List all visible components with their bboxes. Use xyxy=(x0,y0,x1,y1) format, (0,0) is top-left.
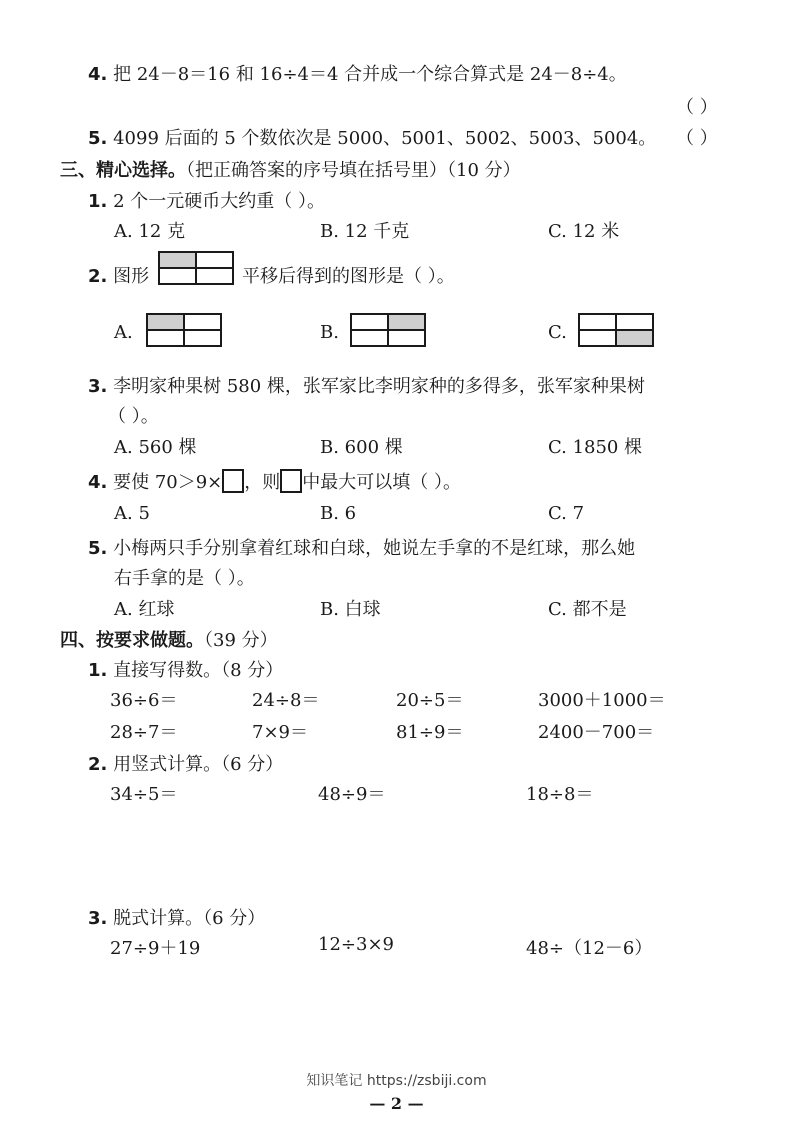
s3-q2-option-b-figure[interactable] xyxy=(350,313,426,347)
s3-q2-number: 2. xyxy=(88,266,108,287)
s3-q5-option-b[interactable]: B. 白球 xyxy=(320,599,381,620)
s3-q4-mid: ，则 xyxy=(244,472,281,493)
s3-q2-option-c-figure[interactable] xyxy=(578,313,654,347)
s3-q3 xyxy=(88,372,645,398)
shaded-cell xyxy=(148,315,184,330)
calc-item: 2400－700＝ xyxy=(538,722,655,743)
stepwise-calc-item: 48÷（12－6） xyxy=(526,938,653,959)
calc-item: 24÷8＝ xyxy=(252,690,320,711)
vertical-calc-item: 48÷9＝ xyxy=(318,784,386,805)
s3-q3-text: 李明家种果树 580 棵，张军家比李明家种的多得多，张军家种果树 xyxy=(113,376,645,397)
s3-q2-post: 平移后得到的图形是（ ）。 xyxy=(242,266,455,287)
s3-q1-option-b[interactable]: B. 12 千克 xyxy=(320,221,410,242)
s3-q1 xyxy=(88,187,325,213)
s3-q1-text: 2 个一元硬币大约重（ ）。 xyxy=(113,191,326,212)
tf-q5-number: 5. xyxy=(88,128,108,149)
vertical-calc-item: 34÷5＝ xyxy=(110,784,178,805)
s3-q1-number: 1. xyxy=(88,191,108,212)
s3-q4 xyxy=(88,468,461,494)
s3-q3-option-c[interactable]: C. 1850 棵 xyxy=(548,437,643,458)
s3-q1-option-c[interactable]: C. 12 米 xyxy=(548,221,620,242)
section3-heading xyxy=(60,156,521,182)
s4-q2-number: 2. xyxy=(88,754,108,775)
s3-q4-pre: 要使 70＞9× xyxy=(113,472,223,493)
calc-item: 20÷5＝ xyxy=(396,690,464,711)
calc-item: 28÷7＝ xyxy=(110,722,178,743)
s3-q5-number: 5. xyxy=(88,538,108,559)
tf-q4-answer-paren[interactable]: （ ） xyxy=(676,97,718,118)
s3-q1-option-a[interactable]: A. 12 克 xyxy=(114,221,186,242)
s3-q5-option-c[interactable]: C. 都不是 xyxy=(548,599,627,620)
s3-q5-option-a[interactable]: A. 红球 xyxy=(114,599,175,620)
s4-q3-text: 脱式计算。（6 分） xyxy=(113,908,266,929)
s4-q3-number: 3. xyxy=(88,908,108,929)
s4-q2-title xyxy=(88,750,283,776)
section3-note: （把正确答案的序号填在括号里）（10 分） xyxy=(186,160,521,181)
s3-q2-option-b-label[interactable]: B. xyxy=(320,322,339,343)
tf-q5-answer-paren[interactable]: （ ） xyxy=(676,128,718,149)
shaded-cell xyxy=(160,253,196,268)
tf-q5-text: 4099 后面的 5 个数依次是 5000、5001、5002、5003、5004。 xyxy=(113,128,657,149)
answer-box[interactable] xyxy=(222,469,244,493)
tf-q4-number: 4. xyxy=(88,64,108,85)
tf-q4 xyxy=(88,60,627,86)
shaded-cell xyxy=(388,315,424,330)
calc-item: 36÷6＝ xyxy=(110,690,178,711)
s3-q2-pre: 图形 xyxy=(113,266,150,287)
s3-q3-number: 3. xyxy=(88,376,108,397)
s3-q4-option-a[interactable]: A. 5 xyxy=(114,503,150,524)
answer-box[interactable] xyxy=(280,469,302,493)
calc-item: 81÷9＝ xyxy=(396,722,464,743)
s3-q5-line2: 右手拿的是（ ）。 xyxy=(114,568,255,589)
s4-q1-number: 1. xyxy=(88,660,108,681)
section4-title: 四、按要求做题。 xyxy=(60,630,204,651)
shaded-cell xyxy=(616,330,652,345)
watermark: 知识笔记 https://zsbiji.com xyxy=(306,1073,487,1089)
s3-q4-option-c[interactable]: C. 7 xyxy=(548,503,585,524)
s3-q3-line2: （ ）。 xyxy=(108,406,159,427)
tf-q5 xyxy=(88,124,656,150)
section4-heading xyxy=(60,626,278,652)
s3-q2-label xyxy=(88,262,149,288)
section3-title: 三、精心选择。 xyxy=(60,160,186,181)
s3-q2-option-c-label[interactable]: C. xyxy=(548,322,567,343)
vertical-calc-item: 18÷8＝ xyxy=(526,784,594,805)
stepwise-calc-item: 12÷3×9 xyxy=(318,934,394,955)
s3-q2-option-a-figure[interactable] xyxy=(146,313,222,347)
s3-q5-text: 小梅两只手分别拿着红球和白球，她说左手拿的不是红球，那么她 xyxy=(113,538,636,559)
s4-q1-text: 直接写得数。（8 分） xyxy=(113,660,284,681)
s3-q2-option-a-label[interactable]: A. xyxy=(114,322,133,343)
s4-q3-title xyxy=(88,904,265,930)
s3-q3-option-b[interactable]: B. 600 棵 xyxy=(320,437,403,458)
calc-item: 3000＋1000＝ xyxy=(538,690,666,711)
s4-q2-text: 用竖式计算。（6 分） xyxy=(113,754,284,775)
s4-q1-title xyxy=(88,656,283,682)
page-number: — 2 — xyxy=(369,1094,424,1113)
s3-q2-original-figure xyxy=(158,251,234,285)
s3-q4-option-b[interactable]: B. 6 xyxy=(320,503,357,524)
s3-q4-post: 中最大可以填（ ）。 xyxy=(302,472,462,493)
stepwise-calc-item: 27÷9＋19 xyxy=(110,938,201,959)
tf-q4-text: 把 24－8＝16 和 16÷4＝4 合并成一个综合算式是 24－8÷4。 xyxy=(113,64,627,85)
s3-q5 xyxy=(88,534,635,560)
s3-q4-number: 4. xyxy=(88,472,108,493)
calc-item: 7×9＝ xyxy=(252,722,308,743)
s3-q3-option-a[interactable]: A. 560 棵 xyxy=(114,437,197,458)
section4-note: （39 分） xyxy=(204,630,278,651)
